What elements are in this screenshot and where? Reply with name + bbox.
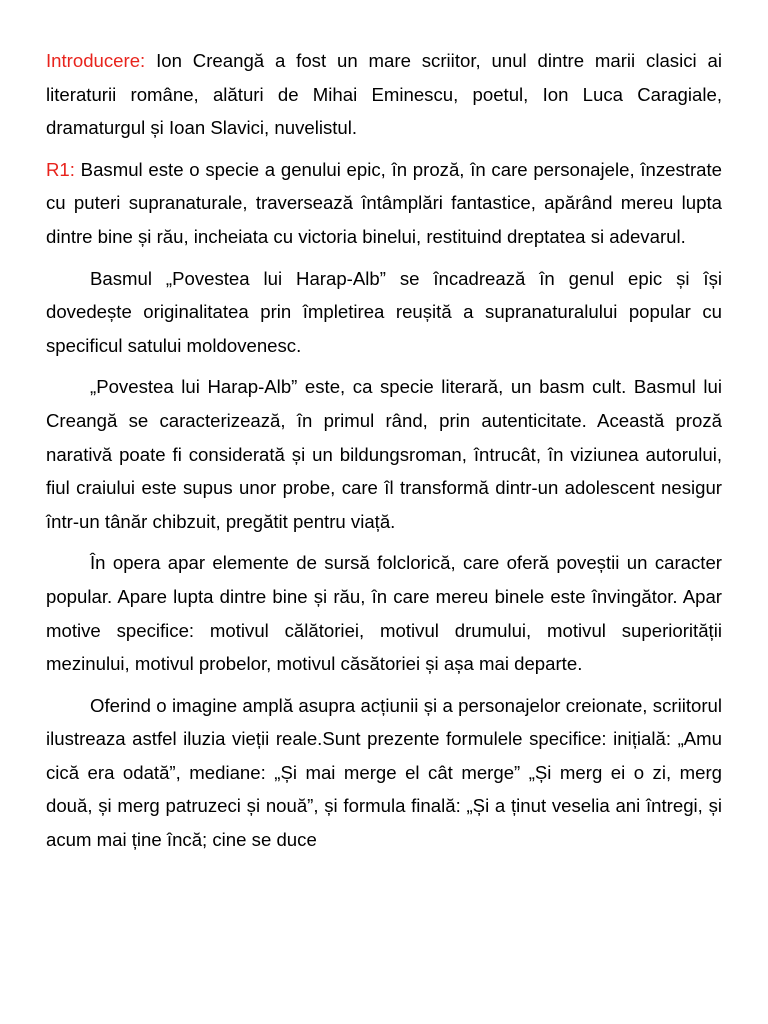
paragraph-elemente-folclorice bbox=[46, 546, 722, 680]
paragraph-introducere bbox=[46, 44, 722, 145]
paragraph-text: În opera apar elemente de sursă folclorică, care oferă poveștii un caracter popular. Apare lupta dintre bine și rău, în care mereu binele este învingător. Apar motive specifice: motivul călătoriei, motivul drumului, motivul superiorității mezinului, motivul probelor, motivul căsătoriei și așa mai departe. bbox=[46, 552, 722, 675]
paragraph-label-r1: R1: bbox=[46, 158, 75, 180]
paragraph-formule-specifice bbox=[46, 689, 722, 857]
paragraph-text: Oferind o imagine amplă asupra acțiunii și a personajelor creionate, scriitorul ilustreaza astfel iluzia vieții reale.Sunt prezente formulele specifice: inițială: „Amu cică era odată”, mediane: „Și mai merge el cât merge” „Și merg ei o zi, merg două, și merg patruzeci și nouă”, și formula finală: „Și a ținut veselia ani întregi, și acum mai ține încă; cine se duce bbox=[46, 694, 722, 851]
paragraph-label-introducere: Introducere: bbox=[46, 50, 146, 71]
paragraph-text: Ion Creangă a fost un mare scriitor, unul dintre marii clasici ai literaturii române, alături de Mihai Eminescu, poetul, Ion Luca Caragiale, dramaturgul și Ioan Slavici, nuvelistul. bbox=[46, 50, 722, 139]
paragraph-text: „Povestea lui Harap-Alb” este, ca specie literară, un basm cult. Basmul lui Creangă se caracterizează, în primul rând, prin autenticitate. Această proză narativă poate fi considerată și un bildungsroman, întrucât, în viziunea autorului, fiul craiului este supus unor probe, care îl transformă dintr-un adolescent nesigur într-un tânăr chibzuit, pregătit pentru viață. bbox=[46, 376, 722, 532]
paragraph-r1 bbox=[46, 153, 722, 254]
paragraph-basmul-harap-alb bbox=[46, 262, 722, 363]
paragraph-basm-cult bbox=[46, 370, 722, 538]
paragraph-text: Basmul este o specie a genului epic, în proză, în care personajele, înzestrate cu puteri supranaturale, traversează întâmplări fantastice, apărând mereu lupta dintre bine și rău, incheiata cu victoria binelui, restituind dreptatea si adevarul. bbox=[46, 158, 722, 247]
paragraph-text: Basmul „Povestea lui Harap-Alb” se încadrează în genul epic și își dovedește originalitatea prin împletirea reușită a supranaturalului popular cu specificul satului moldovenesc. bbox=[46, 267, 722, 356]
